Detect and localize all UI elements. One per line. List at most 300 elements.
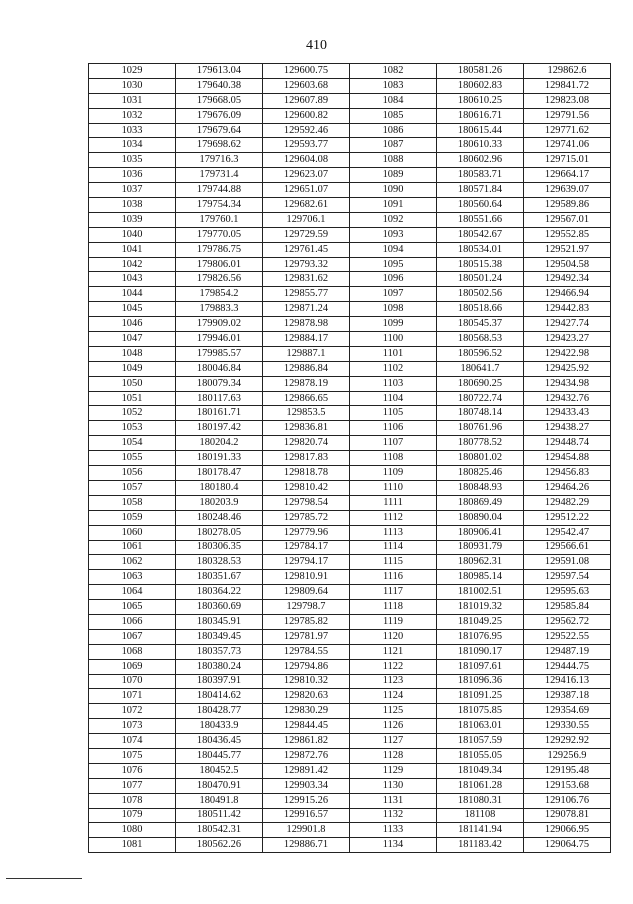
- point-number-cell: 1107: [350, 436, 437, 451]
- table-row: [89, 198, 611, 213]
- x-coordinate-cell: 180906.41: [437, 525, 524, 540]
- y-coordinate-cell: 129729.59: [263, 227, 350, 242]
- y-coordinate-cell: 129844.45: [263, 719, 350, 734]
- point-number-cell: 1043: [89, 272, 176, 287]
- y-coordinate-cell: 129464.26: [524, 480, 611, 495]
- x-coordinate-cell: 180197.42: [176, 421, 263, 436]
- x-coordinate-cell: 180542.31: [176, 823, 263, 838]
- point-number-cell: 1077: [89, 778, 176, 793]
- y-coordinate-cell: 129433.43: [524, 406, 611, 421]
- y-coordinate-cell: 129562.72: [524, 614, 611, 629]
- y-coordinate-cell: 129600.75: [263, 64, 350, 79]
- x-coordinate-cell: 180518.66: [437, 302, 524, 317]
- x-coordinate-cell: 180568.53: [437, 332, 524, 347]
- point-number-cell: 1032: [89, 108, 176, 123]
- x-coordinate-cell: 181090.17: [437, 644, 524, 659]
- y-coordinate-cell: 129595.63: [524, 585, 611, 600]
- point-number-cell: 1099: [350, 317, 437, 332]
- x-coordinate-cell: 180985.14: [437, 570, 524, 585]
- point-number-cell: 1130: [350, 778, 437, 793]
- x-coordinate-cell: 181002.51: [437, 585, 524, 600]
- coordinates-table: [88, 63, 611, 853]
- x-coordinate-cell: 180641.7: [437, 361, 524, 376]
- x-coordinate-cell: 180180.4: [176, 480, 263, 495]
- y-coordinate-cell: 129522.55: [524, 629, 611, 644]
- x-coordinate-cell: 180615.44: [437, 123, 524, 138]
- y-coordinate-cell: 129639.07: [524, 183, 611, 198]
- table-row: [89, 793, 611, 808]
- y-coordinate-cell: 129567.01: [524, 212, 611, 227]
- point-number-cell: 1085: [350, 108, 437, 123]
- table-row: [89, 748, 611, 763]
- y-coordinate-cell: 129512.22: [524, 510, 611, 525]
- point-number-cell: 1057: [89, 480, 176, 495]
- x-coordinate-cell: 179668.05: [176, 93, 263, 108]
- table-row: [89, 391, 611, 406]
- point-number-cell: 1111: [350, 495, 437, 510]
- table-row: [89, 242, 611, 257]
- x-coordinate-cell: 181049.34: [437, 763, 524, 778]
- point-number-cell: 1054: [89, 436, 176, 451]
- y-coordinate-cell: 129785.72: [263, 510, 350, 525]
- y-coordinate-cell: 129664.17: [524, 168, 611, 183]
- point-number-cell: 1101: [350, 346, 437, 361]
- y-coordinate-cell: 129798.54: [263, 495, 350, 510]
- y-coordinate-cell: 129810.32: [263, 674, 350, 689]
- x-coordinate-cell: 180542.67: [437, 227, 524, 242]
- x-coordinate-cell: 180596.52: [437, 346, 524, 361]
- y-coordinate-cell: 129706.1: [263, 212, 350, 227]
- x-coordinate-cell: 180610.33: [437, 138, 524, 153]
- y-coordinate-cell: 129836.81: [263, 421, 350, 436]
- x-coordinate-cell: 179679.64: [176, 123, 263, 138]
- x-coordinate-cell: 180534.01: [437, 242, 524, 257]
- point-number-cell: 1037: [89, 183, 176, 198]
- table-row: [89, 123, 611, 138]
- y-coordinate-cell: 129482.29: [524, 495, 611, 510]
- x-coordinate-cell: 181061.28: [437, 778, 524, 793]
- y-coordinate-cell: 129427.74: [524, 317, 611, 332]
- point-number-cell: 1045: [89, 302, 176, 317]
- point-number-cell: 1073: [89, 719, 176, 734]
- x-coordinate-cell: 180515.38: [437, 257, 524, 272]
- point-number-cell: 1120: [350, 629, 437, 644]
- x-coordinate-cell: 180602.96: [437, 153, 524, 168]
- point-number-cell: 1030: [89, 78, 176, 93]
- x-coordinate-cell: 180248.46: [176, 510, 263, 525]
- x-coordinate-cell: 180203.9: [176, 495, 263, 510]
- y-coordinate-cell: 129878.19: [263, 376, 350, 391]
- x-coordinate-cell: 180610.25: [437, 93, 524, 108]
- y-coordinate-cell: 129855.77: [263, 287, 350, 302]
- x-coordinate-cell: 180397.91: [176, 674, 263, 689]
- y-coordinate-cell: 129741.06: [524, 138, 611, 153]
- table-row: [89, 689, 611, 704]
- y-coordinate-cell: 129354.69: [524, 704, 611, 719]
- x-coordinate-cell: 180191.33: [176, 451, 263, 466]
- y-coordinate-cell: 129761.45: [263, 242, 350, 257]
- point-number-cell: 1078: [89, 793, 176, 808]
- point-number-cell: 1047: [89, 332, 176, 347]
- point-number-cell: 1068: [89, 644, 176, 659]
- point-number-cell: 1074: [89, 734, 176, 749]
- y-coordinate-cell: 129861.82: [263, 734, 350, 749]
- x-coordinate-cell: 179946.01: [176, 332, 263, 347]
- y-coordinate-cell: 129542.47: [524, 525, 611, 540]
- table-row: [89, 406, 611, 421]
- table-row: [89, 212, 611, 227]
- x-coordinate-cell: 180204.2: [176, 436, 263, 451]
- point-number-cell: 1080: [89, 823, 176, 838]
- x-coordinate-cell: 180690.25: [437, 376, 524, 391]
- point-number-cell: 1131: [350, 793, 437, 808]
- y-coordinate-cell: 129785.82: [263, 614, 350, 629]
- point-number-cell: 1055: [89, 451, 176, 466]
- y-coordinate-cell: 129066.95: [524, 823, 611, 838]
- x-coordinate-cell: 180161.71: [176, 406, 263, 421]
- x-coordinate-cell: 180501.24: [437, 272, 524, 287]
- x-coordinate-cell: 180722.74: [437, 391, 524, 406]
- table-row: [89, 64, 611, 79]
- y-coordinate-cell: 129886.71: [263, 838, 350, 853]
- x-coordinate-cell: 180545.37: [437, 317, 524, 332]
- point-number-cell: 1071: [89, 689, 176, 704]
- point-number-cell: 1075: [89, 748, 176, 763]
- table-row: [89, 361, 611, 376]
- x-coordinate-cell: 180602.83: [437, 78, 524, 93]
- footnote-separator: [6, 878, 82, 879]
- table-row: [89, 778, 611, 793]
- point-number-cell: 1098: [350, 302, 437, 317]
- table-row: [89, 674, 611, 689]
- point-number-cell: 1118: [350, 600, 437, 615]
- table-row: [89, 138, 611, 153]
- x-coordinate-cell: 179909.02: [176, 317, 263, 332]
- y-coordinate-cell: 129292.92: [524, 734, 611, 749]
- point-number-cell: 1112: [350, 510, 437, 525]
- point-number-cell: 1058: [89, 495, 176, 510]
- y-coordinate-cell: 129466.94: [524, 287, 611, 302]
- y-coordinate-cell: 129603.68: [263, 78, 350, 93]
- table-row: [89, 555, 611, 570]
- point-number-cell: 1110: [350, 480, 437, 495]
- table-row: [89, 525, 611, 540]
- table-row: [89, 451, 611, 466]
- point-number-cell: 1061: [89, 540, 176, 555]
- y-coordinate-cell: 129878.98: [263, 317, 350, 332]
- point-number-cell: 1052: [89, 406, 176, 421]
- table-row: [89, 704, 611, 719]
- x-coordinate-cell: 180571.84: [437, 183, 524, 198]
- x-coordinate-cell: 180445.77: [176, 748, 263, 763]
- y-coordinate-cell: 129779.96: [263, 525, 350, 540]
- y-coordinate-cell: 129903.34: [263, 778, 350, 793]
- point-number-cell: 1084: [350, 93, 437, 108]
- y-coordinate-cell: 129820.63: [263, 689, 350, 704]
- x-coordinate-cell: 180079.34: [176, 376, 263, 391]
- x-coordinate-cell: 180433.9: [176, 719, 263, 734]
- x-coordinate-cell: 180349.45: [176, 629, 263, 644]
- x-coordinate-cell: 179985.57: [176, 346, 263, 361]
- point-number-cell: 1113: [350, 525, 437, 540]
- point-number-cell: 1126: [350, 719, 437, 734]
- y-coordinate-cell: 129153.68: [524, 778, 611, 793]
- x-coordinate-cell: 181057.59: [437, 734, 524, 749]
- y-coordinate-cell: 129862.6: [524, 64, 611, 79]
- point-number-cell: 1066: [89, 614, 176, 629]
- point-number-cell: 1087: [350, 138, 437, 153]
- table-row: [89, 376, 611, 391]
- point-number-cell: 1053: [89, 421, 176, 436]
- x-coordinate-cell: 180801.02: [437, 451, 524, 466]
- table-row: [89, 183, 611, 198]
- y-coordinate-cell: 129064.75: [524, 838, 611, 853]
- x-coordinate-cell: 180583.71: [437, 168, 524, 183]
- x-coordinate-cell: 180562.26: [176, 838, 263, 853]
- table-row: [89, 823, 611, 838]
- point-number-cell: 1076: [89, 763, 176, 778]
- y-coordinate-cell: 129454.88: [524, 451, 611, 466]
- x-coordinate-cell: 179698.62: [176, 138, 263, 153]
- x-coordinate-cell: 179883.3: [176, 302, 263, 317]
- table-row: [89, 629, 611, 644]
- y-coordinate-cell: 129425.92: [524, 361, 611, 376]
- table-row: [89, 287, 611, 302]
- table-row: [89, 763, 611, 778]
- x-coordinate-cell: 180491.8: [176, 793, 263, 808]
- y-coordinate-cell: 129589.86: [524, 198, 611, 213]
- y-coordinate-cell: 129871.24: [263, 302, 350, 317]
- x-coordinate-cell: 181019.32: [437, 600, 524, 615]
- table-row: [89, 600, 611, 615]
- point-number-cell: 1124: [350, 689, 437, 704]
- y-coordinate-cell: 129438.27: [524, 421, 611, 436]
- table-row: [89, 614, 611, 629]
- point-number-cell: 1031: [89, 93, 176, 108]
- point-number-cell: 1049: [89, 361, 176, 376]
- table-row: [89, 93, 611, 108]
- table-row: [89, 659, 611, 674]
- table-row: [89, 540, 611, 555]
- point-number-cell: 1128: [350, 748, 437, 763]
- y-coordinate-cell: 129841.72: [524, 78, 611, 93]
- point-number-cell: 1129: [350, 763, 437, 778]
- point-number-cell: 1108: [350, 451, 437, 466]
- table-row: [89, 838, 611, 853]
- y-coordinate-cell: 129916.57: [263, 808, 350, 823]
- x-coordinate-cell: 181049.25: [437, 614, 524, 629]
- y-coordinate-cell: 129552.85: [524, 227, 611, 242]
- table-row: [89, 808, 611, 823]
- x-coordinate-cell: 180046.84: [176, 361, 263, 376]
- table-row: [89, 466, 611, 481]
- y-coordinate-cell: 129771.62: [524, 123, 611, 138]
- x-coordinate-cell: 181108: [437, 808, 524, 823]
- x-coordinate-cell: 180616.71: [437, 108, 524, 123]
- point-number-cell: 1029: [89, 64, 176, 79]
- x-coordinate-cell: 180470.91: [176, 778, 263, 793]
- y-coordinate-cell: 129585.84: [524, 600, 611, 615]
- point-number-cell: 1134: [350, 838, 437, 853]
- y-coordinate-cell: 129794.86: [263, 659, 350, 674]
- point-number-cell: 1102: [350, 361, 437, 376]
- x-coordinate-cell: 180357.73: [176, 644, 263, 659]
- x-coordinate-cell: 180351.67: [176, 570, 263, 585]
- point-number-cell: 1035: [89, 153, 176, 168]
- point-number-cell: 1127: [350, 734, 437, 749]
- point-number-cell: 1103: [350, 376, 437, 391]
- y-coordinate-cell: 129195.48: [524, 763, 611, 778]
- y-coordinate-cell: 129853.5: [263, 406, 350, 421]
- point-number-cell: 1059: [89, 510, 176, 525]
- point-number-cell: 1034: [89, 138, 176, 153]
- table-row: [89, 570, 611, 585]
- point-number-cell: 1062: [89, 555, 176, 570]
- x-coordinate-cell: 180778.52: [437, 436, 524, 451]
- point-number-cell: 1100: [350, 332, 437, 347]
- point-number-cell: 1082: [350, 64, 437, 79]
- point-number-cell: 1123: [350, 674, 437, 689]
- table-row: [89, 257, 611, 272]
- y-coordinate-cell: 129442.83: [524, 302, 611, 317]
- point-number-cell: 1109: [350, 466, 437, 481]
- x-coordinate-cell: 181091.25: [437, 689, 524, 704]
- x-coordinate-cell: 179731.4: [176, 168, 263, 183]
- point-number-cell: 1036: [89, 168, 176, 183]
- point-number-cell: 1064: [89, 585, 176, 600]
- y-coordinate-cell: 129781.97: [263, 629, 350, 644]
- x-coordinate-cell: 180502.56: [437, 287, 524, 302]
- point-number-cell: 1069: [89, 659, 176, 674]
- point-number-cell: 1048: [89, 346, 176, 361]
- y-coordinate-cell: 129521.97: [524, 242, 611, 257]
- point-number-cell: 1091: [350, 198, 437, 213]
- point-number-cell: 1095: [350, 257, 437, 272]
- point-number-cell: 1040: [89, 227, 176, 242]
- x-coordinate-cell: 179806.01: [176, 257, 263, 272]
- x-coordinate-cell: 179744.88: [176, 183, 263, 198]
- x-coordinate-cell: 179770.05: [176, 227, 263, 242]
- table-row: [89, 585, 611, 600]
- table-row: [89, 346, 611, 361]
- x-coordinate-cell: 180178.47: [176, 466, 263, 481]
- y-coordinate-cell: 129432.76: [524, 391, 611, 406]
- x-coordinate-cell: 181141.94: [437, 823, 524, 838]
- point-number-cell: 1133: [350, 823, 437, 838]
- y-coordinate-cell: 129791.56: [524, 108, 611, 123]
- y-coordinate-cell: 129887.1: [263, 346, 350, 361]
- point-number-cell: 1051: [89, 391, 176, 406]
- x-coordinate-cell: 179640.38: [176, 78, 263, 93]
- y-coordinate-cell: 129891.42: [263, 763, 350, 778]
- y-coordinate-cell: 129416.13: [524, 674, 611, 689]
- point-number-cell: 1042: [89, 257, 176, 272]
- x-coordinate-cell: 180511.42: [176, 808, 263, 823]
- table-row: [89, 719, 611, 734]
- x-coordinate-cell: 181080.31: [437, 793, 524, 808]
- table-row: [89, 168, 611, 183]
- point-number-cell: 1106: [350, 421, 437, 436]
- y-coordinate-cell: 129831.62: [263, 272, 350, 287]
- y-coordinate-cell: 129866.65: [263, 391, 350, 406]
- y-coordinate-cell: 129591.08: [524, 555, 611, 570]
- x-coordinate-cell: 181096.36: [437, 674, 524, 689]
- y-coordinate-cell: 129915.26: [263, 793, 350, 808]
- table-row: [89, 108, 611, 123]
- page-number: 410: [306, 38, 327, 53]
- y-coordinate-cell: 129823.08: [524, 93, 611, 108]
- x-coordinate-cell: 179826.56: [176, 272, 263, 287]
- x-coordinate-cell: 180748.14: [437, 406, 524, 421]
- point-number-cell: 1121: [350, 644, 437, 659]
- y-coordinate-cell: 129330.55: [524, 719, 611, 734]
- point-number-cell: 1072: [89, 704, 176, 719]
- y-coordinate-cell: 129607.89: [263, 93, 350, 108]
- point-number-cell: 1119: [350, 614, 437, 629]
- point-number-cell: 1033: [89, 123, 176, 138]
- point-number-cell: 1060: [89, 525, 176, 540]
- point-number-cell: 1097: [350, 287, 437, 302]
- point-number-cell: 1092: [350, 212, 437, 227]
- y-coordinate-cell: 129387.18: [524, 689, 611, 704]
- point-number-cell: 1096: [350, 272, 437, 287]
- point-number-cell: 1081: [89, 838, 176, 853]
- x-coordinate-cell: 179676.09: [176, 108, 263, 123]
- y-coordinate-cell: 129682.61: [263, 198, 350, 213]
- y-coordinate-cell: 129106.76: [524, 793, 611, 808]
- point-number-cell: 1094: [350, 242, 437, 257]
- table-row: [89, 317, 611, 332]
- table-row: [89, 734, 611, 749]
- table-row: [89, 227, 611, 242]
- x-coordinate-cell: 180380.24: [176, 659, 263, 674]
- table-row: [89, 436, 611, 451]
- y-coordinate-cell: 129817.83: [263, 451, 350, 466]
- x-coordinate-cell: 180825.46: [437, 466, 524, 481]
- x-coordinate-cell: 180581.26: [437, 64, 524, 79]
- x-coordinate-cell: 181183.42: [437, 838, 524, 853]
- y-coordinate-cell: 129504.58: [524, 257, 611, 272]
- y-coordinate-cell: 129448.74: [524, 436, 611, 451]
- y-coordinate-cell: 129456.83: [524, 466, 611, 481]
- y-coordinate-cell: 129487.19: [524, 644, 611, 659]
- point-number-cell: 1114: [350, 540, 437, 555]
- y-coordinate-cell: 129884.17: [263, 332, 350, 347]
- x-coordinate-cell: 180436.45: [176, 734, 263, 749]
- x-coordinate-cell: 180345.91: [176, 614, 263, 629]
- point-number-cell: 1122: [350, 659, 437, 674]
- x-coordinate-cell: 180360.69: [176, 600, 263, 615]
- x-coordinate-cell: 179716.3: [176, 153, 263, 168]
- y-coordinate-cell: 129810.42: [263, 480, 350, 495]
- x-coordinate-cell: 180931.79: [437, 540, 524, 555]
- point-number-cell: 1088: [350, 153, 437, 168]
- y-coordinate-cell: 129820.74: [263, 436, 350, 451]
- table-row: [89, 510, 611, 525]
- y-coordinate-cell: 129793.32: [263, 257, 350, 272]
- x-coordinate-cell: 180551.66: [437, 212, 524, 227]
- point-number-cell: 1039: [89, 212, 176, 227]
- table-row: [89, 272, 611, 287]
- y-coordinate-cell: 129651.07: [263, 183, 350, 198]
- x-coordinate-cell: 180328.53: [176, 555, 263, 570]
- x-coordinate-cell: 180560.64: [437, 198, 524, 213]
- point-number-cell: 1046: [89, 317, 176, 332]
- x-coordinate-cell: 180848.93: [437, 480, 524, 495]
- y-coordinate-cell: 129810.91: [263, 570, 350, 585]
- y-coordinate-cell: 129600.82: [263, 108, 350, 123]
- x-coordinate-cell: 180278.05: [176, 525, 263, 540]
